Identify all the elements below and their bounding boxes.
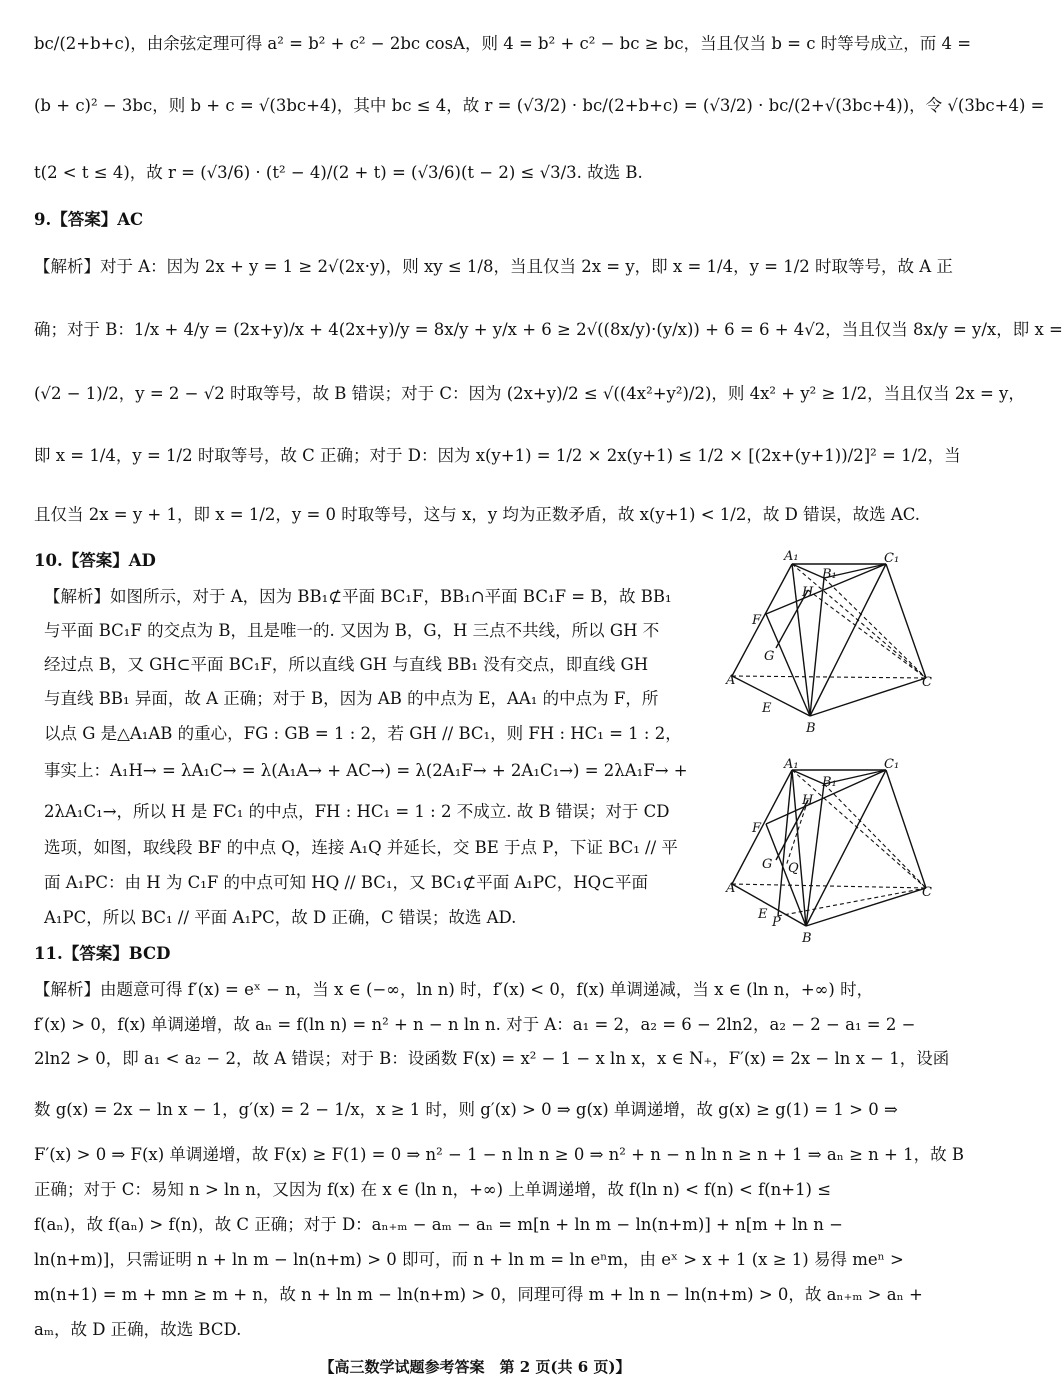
text-line: 事实上：A₁H→ = λA₁C→ = λ(A₁A→ + AC→) = λ(2A₁F→ + 2A₁C₁→) = 2λA₁F→ + [44,761,688,780]
fig2-label-B: B [802,931,812,946]
fig2-label-B1: B₁ [822,775,837,790]
text-line: 经过点 B，又 GH⊂平面 BC₁F，所以直线 GH 与直线 BB₁ 没有交点，即直线 GH [44,655,649,674]
answer-heading: 11.【答案】BCD [34,944,171,963]
text-line: 以点 G 是△A₁AB 的重心，FG : GB = 1 : 2，若 GH // BC₁，则 FH : HC₁ = 1 : 2， [44,724,682,743]
text-line: m(n+1) = m + mn ≥ m + n，故 n + ln m − ln(n+m) > 0，同理可得 m + ln n − ln(n+m) > 0，故 aₙ₊ₘ > aₙ + [34,1285,923,1304]
fig2-label-C: C [922,885,932,900]
fig2-label-H: H [802,793,814,808]
fig1-label-H: H [802,585,814,600]
text-line: bc/(2+b+c)，由余弦定理可得 a² = b² + c² − 2bc cosA，则 4 = b² + c² − bc ≥ bc，当且仅当 b = c 时等号成立，而 4 = [34,34,972,53]
text-line: 与直线 BB₁ 异面，故 A 正确；对于 B，因为 AB 的中点为 E，AA₁ 的中点为 F，所 [44,689,659,708]
prism-figure-2 [726,756,936,946]
text-line: f(aₙ)，故 f(aₙ) > f(n)，故 C 正确；对于 D：aₙ₊ₘ − aₘ − aₙ = m[n + ln m − ln(n+m)] + n[m + ln n − [34,1215,843,1234]
fig1-label-B1: B₁ [822,567,837,582]
fig1-label-C: C [922,675,932,690]
text-line: 【解析】对于 A：因为 2x + y = 1 ≥ 2√(2x·y)，则 xy ≤ 1/8，当且仅当 2x = y，即 x = 1/4，y = 1/2 时取等号，故 A 正 [34,257,953,276]
text-line: 且仅当 2x = y + 1，即 x = 1/2，y = 0 时取等号，这与 x，y 均为正数矛盾，故 x(y+1) < 1/2，故 D 错误，故选 AC. [34,505,921,524]
fig2-label-A: A [726,881,736,896]
fig2-label-Q: Q [788,861,799,876]
answer-heading: 9.【答案】AC [34,210,144,229]
text-line: A₁PC，所以 BC₁ // 平面 A₁PC，故 D 正确，C 错误；故选 AD. [44,908,517,927]
fig1-label-A: A [726,673,736,688]
text-line: 面 A₁PC：由 H 为 C₁F 的中点可知 HQ // BC₁，又 BC₁⊄平面 A₁PC，HQ⊂平面 [44,873,648,892]
text-line: 选项，如图，取线段 BF 的中点 Q，连接 A₁Q 并延长，交 BE 于点 P，下证 BC₁ // 平 [44,838,678,857]
fig1-label-A1: A₁ [784,549,799,564]
text-line: 2λA₁C₁→，所以 H 是 FC₁ 的中点，FH : HC₁ = 1 : 2 不成立. 故 B 错误；对于 CD [44,802,670,821]
fig1-label-B: B [806,721,816,736]
fig1-label-E: E [762,701,772,716]
text-line: aₘ，故 D 正确，故选 BCD. [34,1320,242,1339]
fig2-label-G: G [762,857,773,872]
text-line: F′(x) > 0 ⇒ F(x) 单调递增，故 F(x) ≥ F(1) = 0 ⇒ n² − 1 − n ln n ≥ 0 ⇒ n² + n − n ln n ≥ n + 1 ⇒ aₙ ≥ n + 1，故 B [34,1145,964,1164]
text-line: 数 g(x) = 2x − ln x − 1，g′(x) = 2 − 1/x，x ≥ 1 时，则 g′(x) > 0 ⇒ g(x) 单调递增，故 g(x) ≥ g(1) = 1 > 0 ⇒ [34,1100,898,1119]
text-line: 确；对于 B：1/x + 4/y = (2x+y)/x + 4(2x+y)/y = 8x/y + y/x + 6 ≥ 2√((8x/y)·(y/x)) + 6 = 6 + 4√2，当且仅当 8x/y = y/x，即 x = [34,320,1063,339]
page-footer: 【高三数学试题参考答案 第 2 页(共 6 页)】 [319,1358,631,1376]
text-line: f′(x) > 0，f(x) 单调递增，故 aₙ = f(ln n) = n² + n − n ln n. 对于 A：a₁ = 2，a₂ = 6 − 2ln2，a₂ − 2 − a₁ = 2 − [34,1015,916,1034]
text-line: (√2 − 1)/2，y = 2 − √2 时取等号，故 B 错误；对于 C：因为 (2x+y)/2 ≤ √((4x²+y²)/2)，则 4x² + y² ≥ 1/2，当且仅当 2x = y， [34,384,1025,403]
text-line: 2ln2 > 0，即 a₁ < a₂ − 2，故 A 错误；对于 B：设函数 F(x) = x² − 1 − x ln x，x ∈ N₊，F′(x) = 2x − ln x − 1，设函 [34,1049,950,1068]
text-line: 即 x = 1/4，y = 1/2 时取等号，故 C 正确；对于 D：因为 x(y+1) = 1/2 × 2x(y+1) ≤ 1/2 × [(2x+(y+1))/2]² = 1/2，当 [34,446,961,465]
fig2-label-F: F [752,821,762,836]
text-line: 【解析】由题意可得 f′(x) = eˣ − n，当 x ∈ (−∞，ln n) 时，f′(x) < 0，f(x) 单调递减，当 x ∈ (ln n，+∞) 时， [34,980,874,999]
fig1-label-C1: C₁ [884,551,900,566]
fig2-label-E: E [758,907,768,922]
prism-figure-1 [726,548,936,738]
answer-heading: 10.【答案】AD [34,551,156,570]
fig2-label-P: P [772,915,781,930]
text-line: 与平面 BC₁F 的交点为 B，且是唯一的. 又因为 B，G，H 三点不共线，所以 GH 不 [44,621,660,640]
text-line: 正确；对于 C：易知 n > ln n，又因为 f(x) 在 x ∈ (ln n，+∞) 上单调递增，故 f(ln n) < f(n) < f(n+1) ≤ [34,1180,832,1199]
text-line: t(2 < t ≤ 4)，故 r = (√3/6) · (t² − 4)/(2 + t) = (√3/6)(t − 2) ≤ √3/3. 故选 B. [34,163,643,182]
fig1-label-F: F [752,613,762,628]
text-line: ln(n+m)]，只需证明 n + ln m − ln(n+m) > 0 即可，而 n + ln m = ln eⁿm，由 eˣ > x + 1 (x ≥ 1) 易得 meⁿ > [34,1250,904,1269]
fig1-label-G: G [764,649,775,664]
fig2-label-C1: C₁ [884,757,900,772]
text-line: 【解析】如图所示，对于 A，因为 BB₁⊄平面 BC₁F，BB₁∩平面 BC₁F = B，故 BB₁ [44,587,672,606]
text-line: (b + c)² − 3bc，则 b + c = √(3bc+4)，其中 bc ≤ 4，故 r = (√3/2) · bc/(2+b+c) = (√3/2) · bc/(2+√(3bc+4))，令 √(3bc+4) = [34,96,1045,115]
fig2-label-A1: A₁ [784,757,799,772]
